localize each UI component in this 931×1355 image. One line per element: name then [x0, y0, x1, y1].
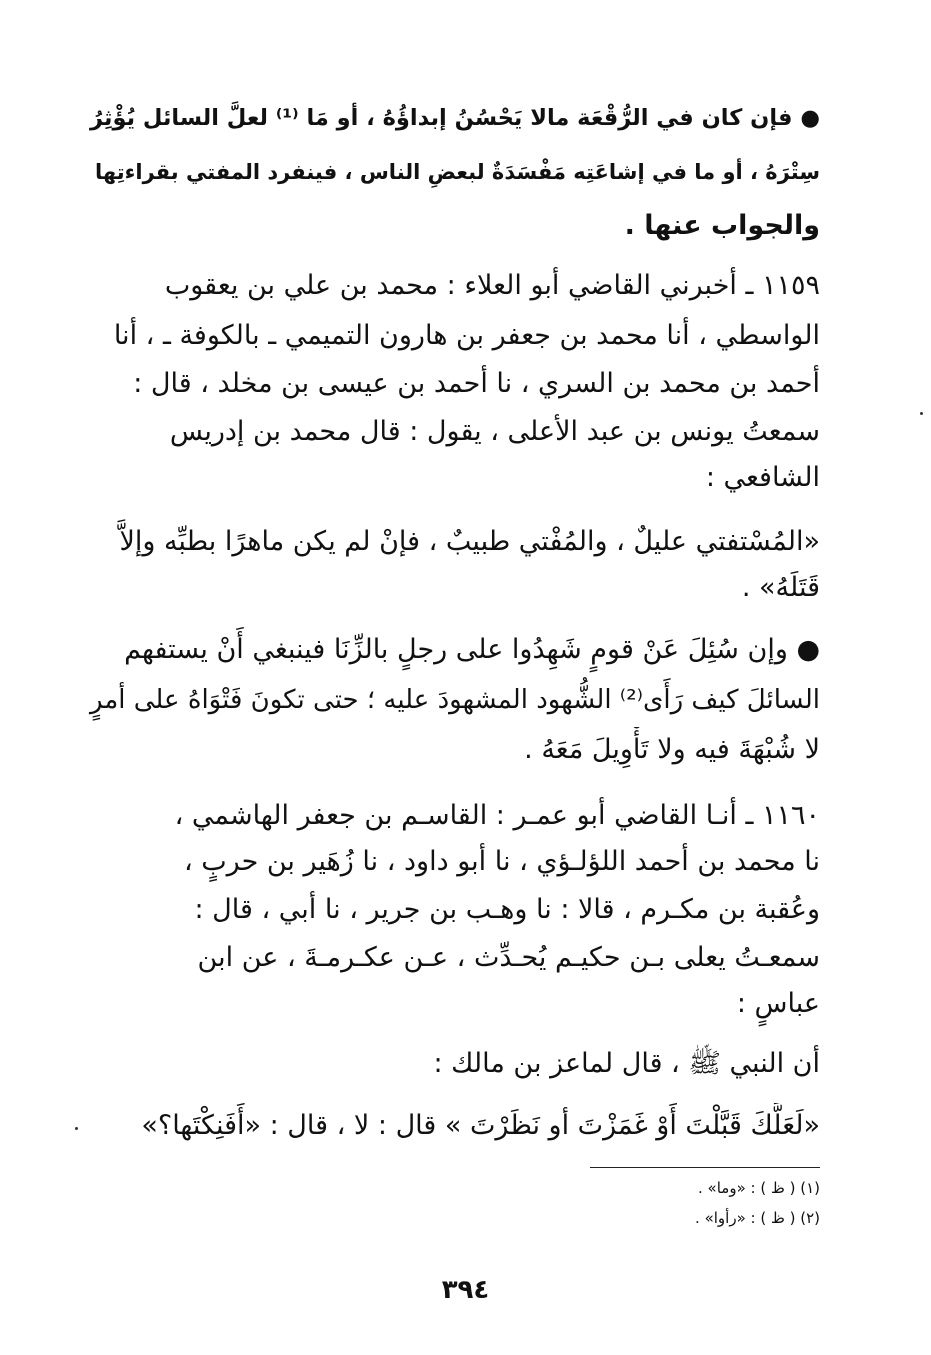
p2-line-1: ١١٥٩ ـ أخبرني القاضي أبو العلاء : محمد بن علي بن يعقوب: [164, 270, 820, 301]
page-number: ٣٩٤: [441, 1275, 490, 1305]
p3-line-1: «المُسْتفتي عليلٌ ، والمُفْتي طبيبٌ ، فإنْ لم يكن ماهرًا بطبِّه وإلاَّ: [119, 526, 820, 557]
p5-line-4: سمعـتُ يعلى بـن حكيـم يُحـدِّث ، عـن عكـرمـةَ ، عن ابن: [197, 942, 820, 973]
p2-line-5: الشافعي :: [705, 462, 820, 493]
footnote-1: (١) ( ظ ) : «وما» .: [698, 1179, 820, 1197]
p2-line-4: سمعتُ يونس بن عبد الأعلى ، يقول : قال محمد بن إدريس: [169, 416, 820, 447]
footnote-separator: [590, 1167, 820, 1168]
p5-line-5: عباسٍ :: [736, 988, 820, 1019]
p1-line-2: سِتْرَهُ ، أو ما في إشاعَتِه مَفْسَدَةٌ لبعضِ الناس ، فينفرد المفتي بقراءتِها: [95, 160, 820, 184]
p1-line-1: ● فإن كان في الرُّقْعَة مالا يَحْسُنُ إبداؤُهُ ، أو مَا ⁽¹⁾ لعلَّ السائل يُؤْثِرُ: [90, 105, 820, 131]
scan-speck: [920, 412, 923, 415]
scan-speck: [75, 1127, 78, 1130]
p1-line-3: والجواب عنها .: [624, 210, 820, 241]
p5-line-3: وعُقبة بن مكـرم ، قالا : نا وهـب بن جرير ، نا أبي ، قال :: [194, 894, 820, 925]
p4-line-3: لا شُبْهَةَ فيه ولا تَأْوِيلَ مَعَهُ .: [524, 734, 820, 765]
footnote-2: (٢) ( ظ ) : «رأوا» .: [695, 1209, 820, 1227]
p4-line-1: ● وإن سُئِلَ عَنْ قومٍ شَهِدُوا على رجلٍ بالزِّنَا فينبغي أَنْ يستفهم: [124, 634, 820, 665]
p3-line-2: قَتَلَهُ» .: [741, 572, 820, 603]
p2-line-3: أحمد بن محمد بن السري ، نا أحمد بن عيسى بن مخلد ، قال :: [133, 368, 820, 399]
p2-line-2: الواسطي ، أنا محمد بن جعفر بن هارون التميمي ـ بالكوفة ـ ، أنا: [113, 320, 820, 351]
p5-line-2: نا محمد بن أحمد اللؤلـؤي ، نا أبو داود ، نا زُهَير بن حربٍ ،: [183, 846, 820, 877]
p5-line-1: ١١٦٠ ـ أنـا القاضي أبو عمـر : القاسـم بن جعفر الهاشمي ،: [174, 800, 820, 831]
p7-line-1: «لَعَلَّكَ قَبَّلْتَ أَوْ غَمَزْتَ أو نَظَرْتَ » قال : لا ، قال : «أَفَنِكْتَها؟»: [141, 1110, 820, 1141]
p6-line-1: أن النبي ﷺ ، قال لماعز بن مالك :: [433, 1048, 820, 1079]
p4-line-2: السائلَ كيف رَأَى⁽²⁾ الشُّهود المشهودَ عليه ؛ حتى تكونَ فَتْوَاهُ على أمرٍ: [90, 685, 820, 715]
